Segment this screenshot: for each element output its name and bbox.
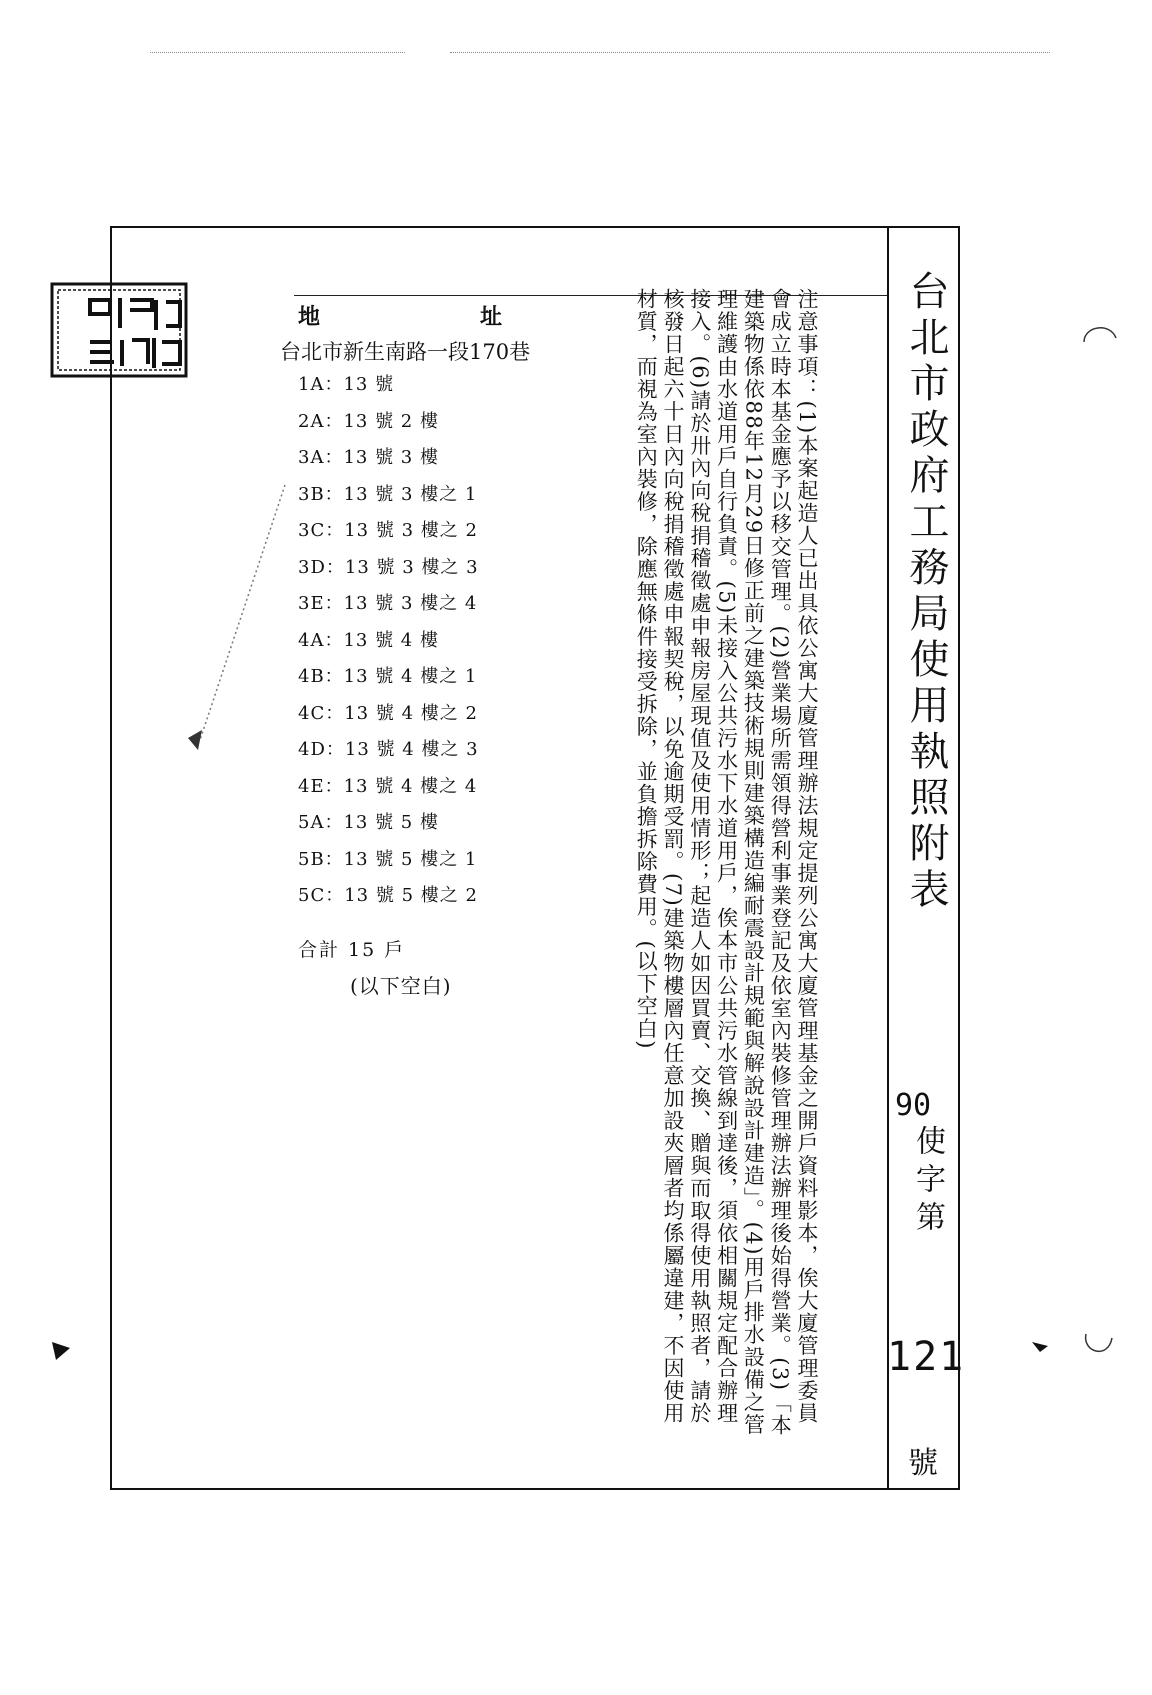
address-unit: 4C：13 號 4 樓之 2 xyxy=(298,702,478,724)
permit-suffix: 號 xyxy=(908,1446,938,1481)
address-unit: 3A：13 號 3 樓 xyxy=(298,447,439,468)
address-unit: 4A：13 號 4 樓 xyxy=(298,629,439,651)
address-unit: 2A：13 號 2 樓 xyxy=(298,410,439,432)
address-unit: 5B：13 號 5 樓之 1 xyxy=(298,848,478,870)
address-unit: 4E：13 號 4 樓之 4 xyxy=(298,775,478,797)
permit-word: 使字第 xyxy=(910,1125,945,1239)
notes-text: 注意事項：(1)本案起造人已出具依公寓大廈管理辦法規定提列公寓大廈管理基金之開戶資料影本，俟大廈管理委員會成立時本基金應予以移交管理。(2)營業場所需領得營利事業登記及依室內裝修管理辦法辦理後始得營業。(3)「本建築物係依88年12月29日修正前之建築技術規則建築構造編耐震設計規範與解說設計建造」。(4)用戶排水設備之管理維護由水道用戶自行負責。(5)未接入公共污水下水道用戶，俟本市公共污水管線到達後，須依相關規定配合辦理接入。(6)請於卅內向稅捐稽徵處申報房屋現值及使用情形；起造人如因買賣、交換、贈與而取得使用執照者，請於核發日起六十日內向稅捐稽徵處申報契稅，以免逾期受罰。(7)建築物樓層內任意加設夾層者均係屬違建，不因使用材質，而視為室內裝修，除應無條件接受拆除，並負擔拆除費用。(以下空白) xyxy=(634,288,819,1437)
hole-punch-mark xyxy=(1080,1330,1116,1360)
permit-number: 121 xyxy=(887,1334,966,1380)
address-unit: 4D：13 號 4 樓之 3 xyxy=(298,739,479,760)
corner-mark xyxy=(50,1340,72,1362)
address-unit: 3D：13 號 3 樓之 3 xyxy=(298,556,479,578)
address-header-right: 址 xyxy=(480,304,503,330)
scan-dotted-line xyxy=(150,52,405,53)
title-column-divider xyxy=(887,226,889,1490)
address-unit: 3C：13 號 3 樓之 2 xyxy=(298,520,478,541)
address-unit: 3B：13 號 3 樓之 1 xyxy=(298,483,478,505)
address-unit: 1A：13 號 xyxy=(298,374,395,395)
hole-punch-mark xyxy=(1080,318,1120,348)
address-unit: 5C：13 號 5 樓之 2 xyxy=(298,885,478,906)
corner-mark xyxy=(1030,1340,1050,1354)
address-blank-note: (以下空白) xyxy=(350,974,452,998)
address-header-left: 地 xyxy=(298,304,321,330)
permit-year: 90 xyxy=(895,1088,932,1123)
address-unit: 5A：13 號 5 樓 xyxy=(298,812,439,833)
address-total: 合計 15 戶 xyxy=(298,939,406,961)
address-unit: 4B：13 號 4 樓之 1 xyxy=(298,666,478,687)
scan-dotted-line xyxy=(450,52,1050,53)
address-street: 台北市新生南路一段170巷 xyxy=(280,340,531,364)
document-title: 台北市政府工務局使用執照附表 xyxy=(903,270,949,914)
address-unit: 3E：13 號 3 樓之 4 xyxy=(298,593,478,614)
